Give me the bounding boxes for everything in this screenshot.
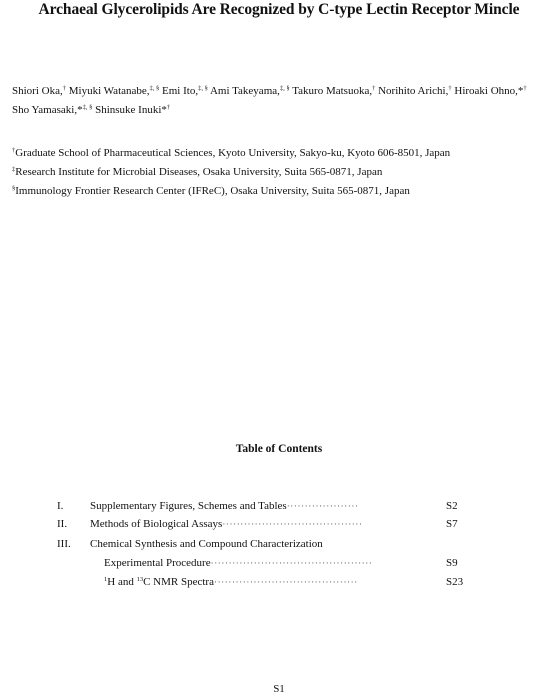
author: Shiori Oka,†: [12, 85, 66, 97]
toc-leader-dots: ····················: [286, 501, 359, 511]
toc-leader-dots: ········································: [213, 577, 358, 587]
toc-title: Methods of Biological Assays·······································: [90, 518, 363, 530]
author-list: [12, 82, 558, 120]
toc-page-number: S2: [446, 500, 458, 512]
author: Miyuki Watanabe,‡, §: [68, 85, 160, 97]
toc-page-number: S7: [446, 518, 458, 530]
toc-heading: Table of Contents: [235, 443, 323, 455]
toc-subentry[interactable]: [0, 557, 558, 573]
toc-page-number: S9: [446, 557, 458, 569]
toc-entry[interactable]: [0, 500, 558, 516]
toc-leader-dots: ·············································: [210, 558, 373, 568]
author: Sho Yamasaki,*‡, §: [12, 104, 93, 116]
toc-leader-dots: ·······································: [222, 519, 363, 529]
toc-number: III.: [57, 538, 71, 550]
affiliation: †Graduate School of Pharmaceutical Sciences, Kyoto University, Sakyo-ku, Kyoto 606-8501, Japan: [12, 147, 451, 159]
affiliation-list: [12, 144, 558, 201]
page-number: S1: [273, 683, 285, 695]
toc-page-number: S23: [446, 576, 464, 588]
author: Takuro Matsuoka,†: [292, 85, 376, 97]
affiliation: §Immunology Frontier Research Center (IFReC), Osaka University, Suita 565-0871, Japan: [12, 185, 410, 197]
author: Norihito Arichi,†: [378, 85, 452, 97]
toc-number: I.: [57, 500, 64, 512]
paper-title: Archaeal Glycerolipids Are Recognized by C-type Lectin Receptor Mincle: [38, 1, 520, 18]
author: Shinsuke Inuki*†: [95, 104, 171, 116]
toc-entry[interactable]: [0, 518, 558, 534]
author: Ami Takeyama,‡, §: [209, 85, 290, 97]
toc-title: Supplementary Figures, Schemes and Tables····················: [90, 500, 359, 512]
affiliation: ‡Research Institute for Microbial Diseases, Osaka University, Suita 565-0871, Japan: [12, 166, 383, 178]
toc-title: Chemical Synthesis and Compound Characterization: [90, 538, 323, 550]
toc-entry[interactable]: [0, 538, 558, 554]
toc-number: II.: [57, 518, 68, 530]
toc-title: $^1$H and $^{13}$C NMR Spectra········································: [104, 576, 358, 588]
toc-title: Experimental Procedure·············································: [104, 557, 373, 569]
author: Hiroaki Ohno,*†: [454, 85, 527, 97]
author: Emi Ito,‡, §: [162, 85, 208, 97]
toc-subentry[interactable]: [0, 576, 558, 592]
